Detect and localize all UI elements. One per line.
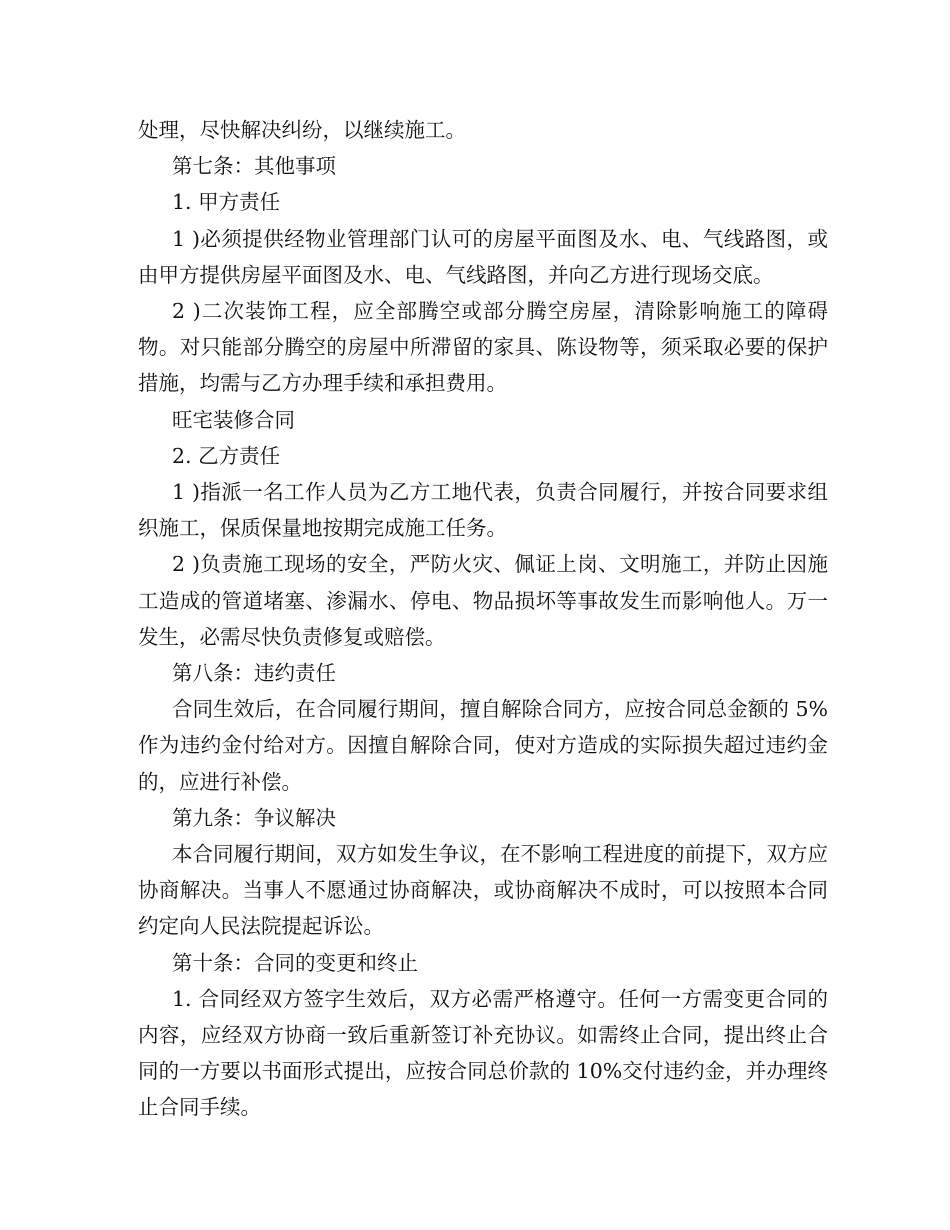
party-a-item-1: 1 )必须提供经物业管理部门认可的房屋平面图及水、电、气线路图，或由甲方提供房屋平面图及水、电、气线路图，并向乙方进行现场交底。 (138, 226, 828, 287)
article-8-body: 合同生效后，在合同履行期间，擅自解除合同方，应按合同总金额的 5%作为违约金付给对方。因擅自解除合同，使对方造成的实际损失超过违约金的，应进行补偿。 (138, 697, 828, 794)
article-9-body: 本合同履行期间，双方如发生争议，在不影响工程进度的前提下，双方应协商解决。当事人不愿通过协商解决，或协商解决不成时，可以按照本合同约定向人民法院提起诉讼。 (138, 842, 828, 939)
party-a-item-2: 2 )二次装饰工程，应全部腾空或部分腾空房屋，清除影响施工的障碍物。对只能部分腾空的房屋中所滞留的家具、陈设物等，须采取必要的保护措施，均需与乙方办理手续和承担费用。 (138, 299, 828, 396)
paragraph-continuation: 处理，尽快解决纠纷，以继续施工。 (138, 118, 466, 142)
contract-title-line: 旺宅装修合同 (172, 407, 295, 432)
article-10-heading: 第十条：合同的变更和终止 (172, 950, 418, 975)
party-b-item-2: 2 )负责施工现场的安全，严防火灾、佩证上岗、文明施工，并防止因施工造成的管道堵塞、渗漏水、停电、物品损坏等事故发生而影响他人。万一发生，必需尽快负责修复或赔偿。 (138, 552, 828, 649)
article-7-heading: 第七条：其他事项 (172, 154, 336, 179)
party-a-responsibility-heading: 1. 甲方责任 (172, 190, 281, 215)
party-b-responsibility-heading: 2. 乙方责任 (172, 443, 281, 468)
article-10-item-1: 1. 合同经双方签字生效后，双方必需严格遵守。任何一方需变更合同的内容，应经双方协商一致后重新签订补充协议。如需终止合同，提出终止合同的一方要以书面形式提出，应按合同总价款的 10%交付违约金，并办理终止合同手续。 (138, 986, 828, 1120)
document-body (138, 112, 828, 1126)
article-8-heading: 第八条：违约责任 (172, 661, 336, 686)
party-b-item-1: 1 )指派一名工作人员为乙方工地代表，负责合同履行，并按合同要求组织施工，保质保量地按期完成施工任务。 (138, 480, 828, 541)
article-9-heading: 第九条：争议解决 (172, 805, 336, 830)
